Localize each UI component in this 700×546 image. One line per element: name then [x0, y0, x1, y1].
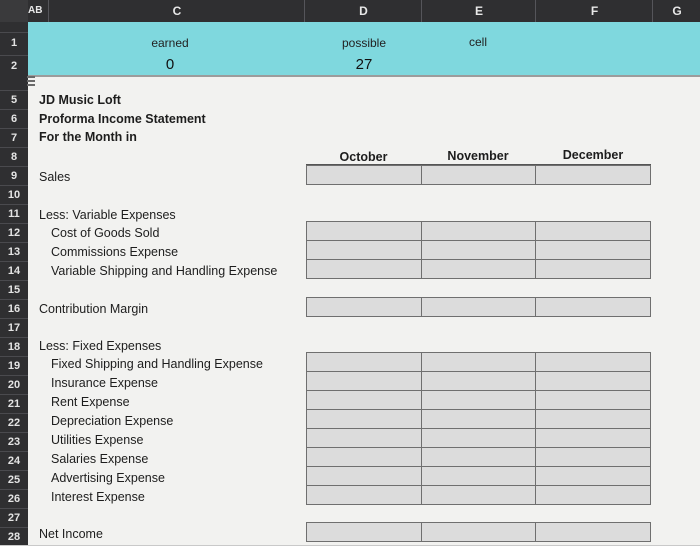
- column-header-g[interactable]: G: [652, 0, 700, 22]
- column-header-c[interactable]: C: [48, 0, 305, 22]
- fixed-expense-cell[interactable]: [306, 352, 422, 372]
- sales-november-cell[interactable]: [421, 165, 536, 185]
- select-all-corner[interactable]: [0, 0, 28, 22]
- row-header[interactable]: 24: [0, 451, 28, 471]
- fixed-expense-cell[interactable]: [535, 466, 651, 486]
- month-header-december[interactable]: December: [562, 148, 624, 162]
- column-header-ab[interactable]: AB: [28, 5, 43, 16]
- fixed-expense-cell[interactable]: [306, 447, 422, 467]
- fixed-expense-cell[interactable]: [421, 466, 536, 486]
- row-header[interactable]: 26: [0, 489, 28, 509]
- row-header[interactable]: 1: [0, 32, 28, 54]
- fixed-expense-label[interactable]: Utilities Expense: [51, 433, 144, 447]
- fixed-expense-cell[interactable]: [306, 371, 422, 391]
- row-header[interactable]: 25: [0, 470, 28, 490]
- month-header-october[interactable]: October: [339, 150, 388, 164]
- net-income-label[interactable]: Net Income: [39, 527, 103, 541]
- fixed-expense-cell[interactable]: [535, 447, 651, 467]
- fixed-expense-label[interactable]: Depreciation Expense: [51, 414, 174, 428]
- row-header[interactable]: 17: [0, 318, 28, 338]
- possible-value[interactable]: 27: [355, 56, 373, 73]
- variable-expense-cell[interactable]: [421, 240, 536, 260]
- sales-label[interactable]: Sales: [39, 170, 71, 184]
- fixed-expense-cell[interactable]: [421, 352, 536, 372]
- net-income-november-cell[interactable]: [421, 522, 536, 542]
- row-header[interactable]: 15: [0, 280, 28, 300]
- row-header[interactable]: 28: [0, 527, 28, 546]
- variable-expense-cell[interactable]: [306, 259, 422, 279]
- variable-expense-label[interactable]: Variable Shipping and Handling Expense: [51, 264, 278, 278]
- row-header[interactable]: 11: [0, 204, 28, 224]
- fixed-expense-cell[interactable]: [535, 485, 651, 505]
- net-income-december-cell[interactable]: [535, 522, 651, 542]
- row-header[interactable]: 22: [0, 413, 28, 433]
- fixed-expense-cell[interactable]: [306, 428, 422, 448]
- sales-december-cell[interactable]: [535, 165, 651, 185]
- fixed-expense-cell[interactable]: [421, 485, 536, 505]
- row-header[interactable]: 16: [0, 299, 28, 319]
- row-header[interactable]: 19: [0, 356, 28, 376]
- freeze-pane-divider: [28, 75, 700, 77]
- freeze-pane-handle[interactable]: [27, 76, 35, 86]
- fixed-expense-cell[interactable]: [306, 485, 422, 505]
- row-header[interactable]: 5: [0, 90, 28, 110]
- row-header[interactable]: 13: [0, 242, 28, 262]
- variable-expense-cell[interactable]: [421, 221, 536, 241]
- possible-label: possible: [341, 36, 387, 50]
- row-header[interactable]: 23: [0, 432, 28, 452]
- column-header-e[interactable]: E: [421, 0, 536, 22]
- variable-expense-label[interactable]: Cost of Goods Sold: [51, 226, 160, 240]
- net-income-october-cell[interactable]: [306, 522, 422, 542]
- row-header[interactable]: 27: [0, 508, 28, 528]
- row-header[interactable]: 10: [0, 185, 28, 205]
- fixed-expenses-heading[interactable]: Less: Fixed Expenses: [39, 339, 162, 353]
- fixed-expense-label[interactable]: Insurance Expense: [51, 376, 159, 390]
- row-header[interactable]: 21: [0, 394, 28, 414]
- variable-expenses-heading[interactable]: Less: Variable Expenses: [39, 208, 176, 222]
- fixed-expense-label[interactable]: Interest Expense: [51, 490, 145, 504]
- fixed-expense-label[interactable]: Salaries Expense: [51, 452, 149, 466]
- month-header-november[interactable]: November: [447, 149, 509, 163]
- row-header[interactable]: 20: [0, 375, 28, 395]
- fixed-expense-label[interactable]: Advertising Expense: [51, 471, 165, 485]
- fixed-expense-cell[interactable]: [421, 428, 536, 448]
- variable-expense-cell[interactable]: [421, 259, 536, 279]
- row-header[interactable]: 12: [0, 223, 28, 243]
- fixed-expense-cell[interactable]: [306, 390, 422, 410]
- fixed-expense-cell[interactable]: [535, 390, 651, 410]
- row-header[interactable]: 6: [0, 109, 28, 129]
- fixed-expense-cell[interactable]: [535, 352, 651, 372]
- row-header[interactable]: 18: [0, 337, 28, 357]
- column-header-d[interactable]: D: [304, 0, 422, 22]
- column-header-f[interactable]: F: [535, 0, 653, 22]
- contribution-margin-november-cell[interactable]: [421, 297, 536, 317]
- fixed-expense-cell[interactable]: [535, 371, 651, 391]
- row-header[interactable]: 2: [0, 55, 28, 77]
- variable-expense-cell[interactable]: [306, 240, 422, 260]
- row-header[interactable]: 9: [0, 166, 28, 186]
- fixed-expense-cell[interactable]: [306, 466, 422, 486]
- fixed-expense-cell[interactable]: [421, 371, 536, 391]
- earned-value[interactable]: 0: [165, 56, 175, 73]
- row-header[interactable]: 7: [0, 128, 28, 148]
- fixed-expense-cell[interactable]: [421, 409, 536, 429]
- sales-october-cell[interactable]: [306, 165, 422, 185]
- fixed-expense-cell[interactable]: [421, 390, 536, 410]
- variable-expense-cell[interactable]: [535, 221, 651, 241]
- variable-expense-cell[interactable]: [535, 240, 651, 260]
- contribution-margin-october-cell[interactable]: [306, 297, 422, 317]
- statement-period[interactable]: For the Month in: [39, 130, 137, 144]
- variable-expense-label[interactable]: Commissions Expense: [51, 245, 179, 259]
- fixed-expense-label[interactable]: Rent Expense: [51, 395, 130, 409]
- fixed-expense-label[interactable]: Fixed Shipping and Handling Expense: [51, 357, 263, 371]
- contribution-margin-december-cell[interactable]: [535, 297, 651, 317]
- fixed-expense-cell[interactable]: [421, 447, 536, 467]
- row-header[interactable]: 14: [0, 261, 28, 281]
- earned-label: earned: [151, 36, 189, 50]
- cell-label: cell: [468, 35, 487, 49]
- fixed-expense-cell[interactable]: [535, 428, 651, 448]
- statement-title[interactable]: Proforma Income Statement: [39, 112, 206, 126]
- row-header[interactable]: 8: [0, 147, 28, 167]
- fixed-expense-cell[interactable]: [306, 409, 422, 429]
- contribution-margin-label[interactable]: Contribution Margin: [39, 302, 149, 316]
- company-name[interactable]: JD Music Loft: [39, 93, 121, 107]
- variable-expense-cell[interactable]: [306, 221, 422, 241]
- variable-expense-cell[interactable]: [535, 259, 651, 279]
- fixed-expense-cell[interactable]: [535, 409, 651, 429]
